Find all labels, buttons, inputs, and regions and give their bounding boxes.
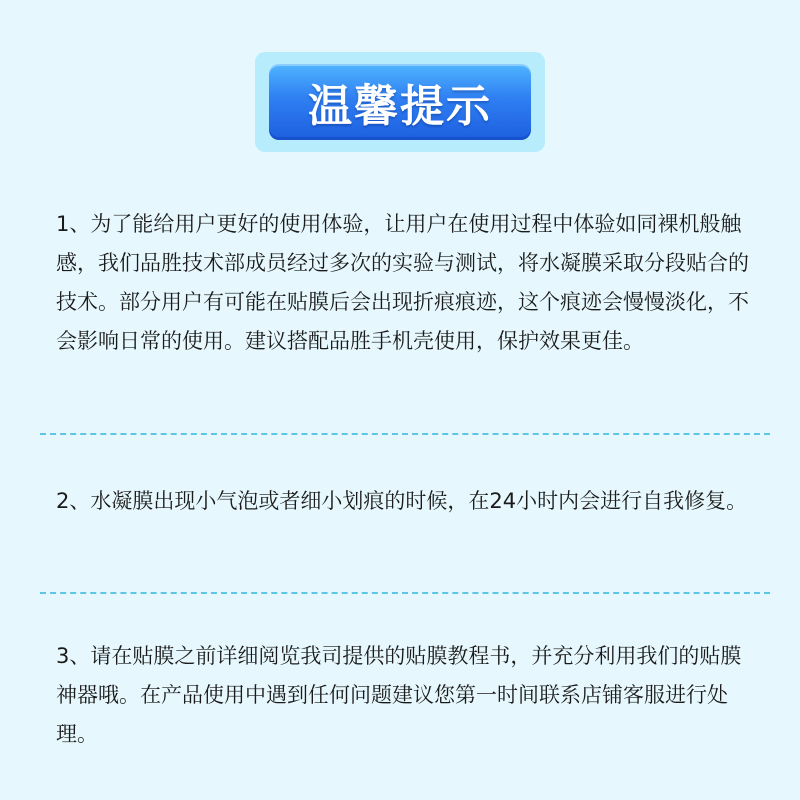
divider-1: [40, 433, 770, 435]
tip-1-text: 1、为了能给用户更好的使用体验，让用户在使用过程中体验如同裸机般触感，我们品胜技术部成员经过多次的实验与测试，将水凝膜采取分段贴合的技术。部分用户有可能在贴膜后会出现折痕痕迹，这个痕迹会慢慢淡化，不会影响日常的使用。建议搭配品胜手机壳使用，保护效果更佳。: [56, 212, 749, 353]
page-title: 温馨提示: [308, 81, 492, 132]
tip-3-text: 3、请在贴膜之前详细阅览我司提供的贴膜教程书，并充分利用我们的贴膜神器哦。在产品使用中遇到任何问题建议您第一时间联系店铺客服进行处理。: [56, 644, 742, 746]
title-badge: [269, 64, 531, 140]
divider-2: [40, 592, 770, 594]
title-banner: [255, 52, 545, 152]
tip-2-text: 2、水凝膜出现小气泡或者细小划痕的时候，在24小时内会进行自我修复。: [56, 489, 748, 513]
